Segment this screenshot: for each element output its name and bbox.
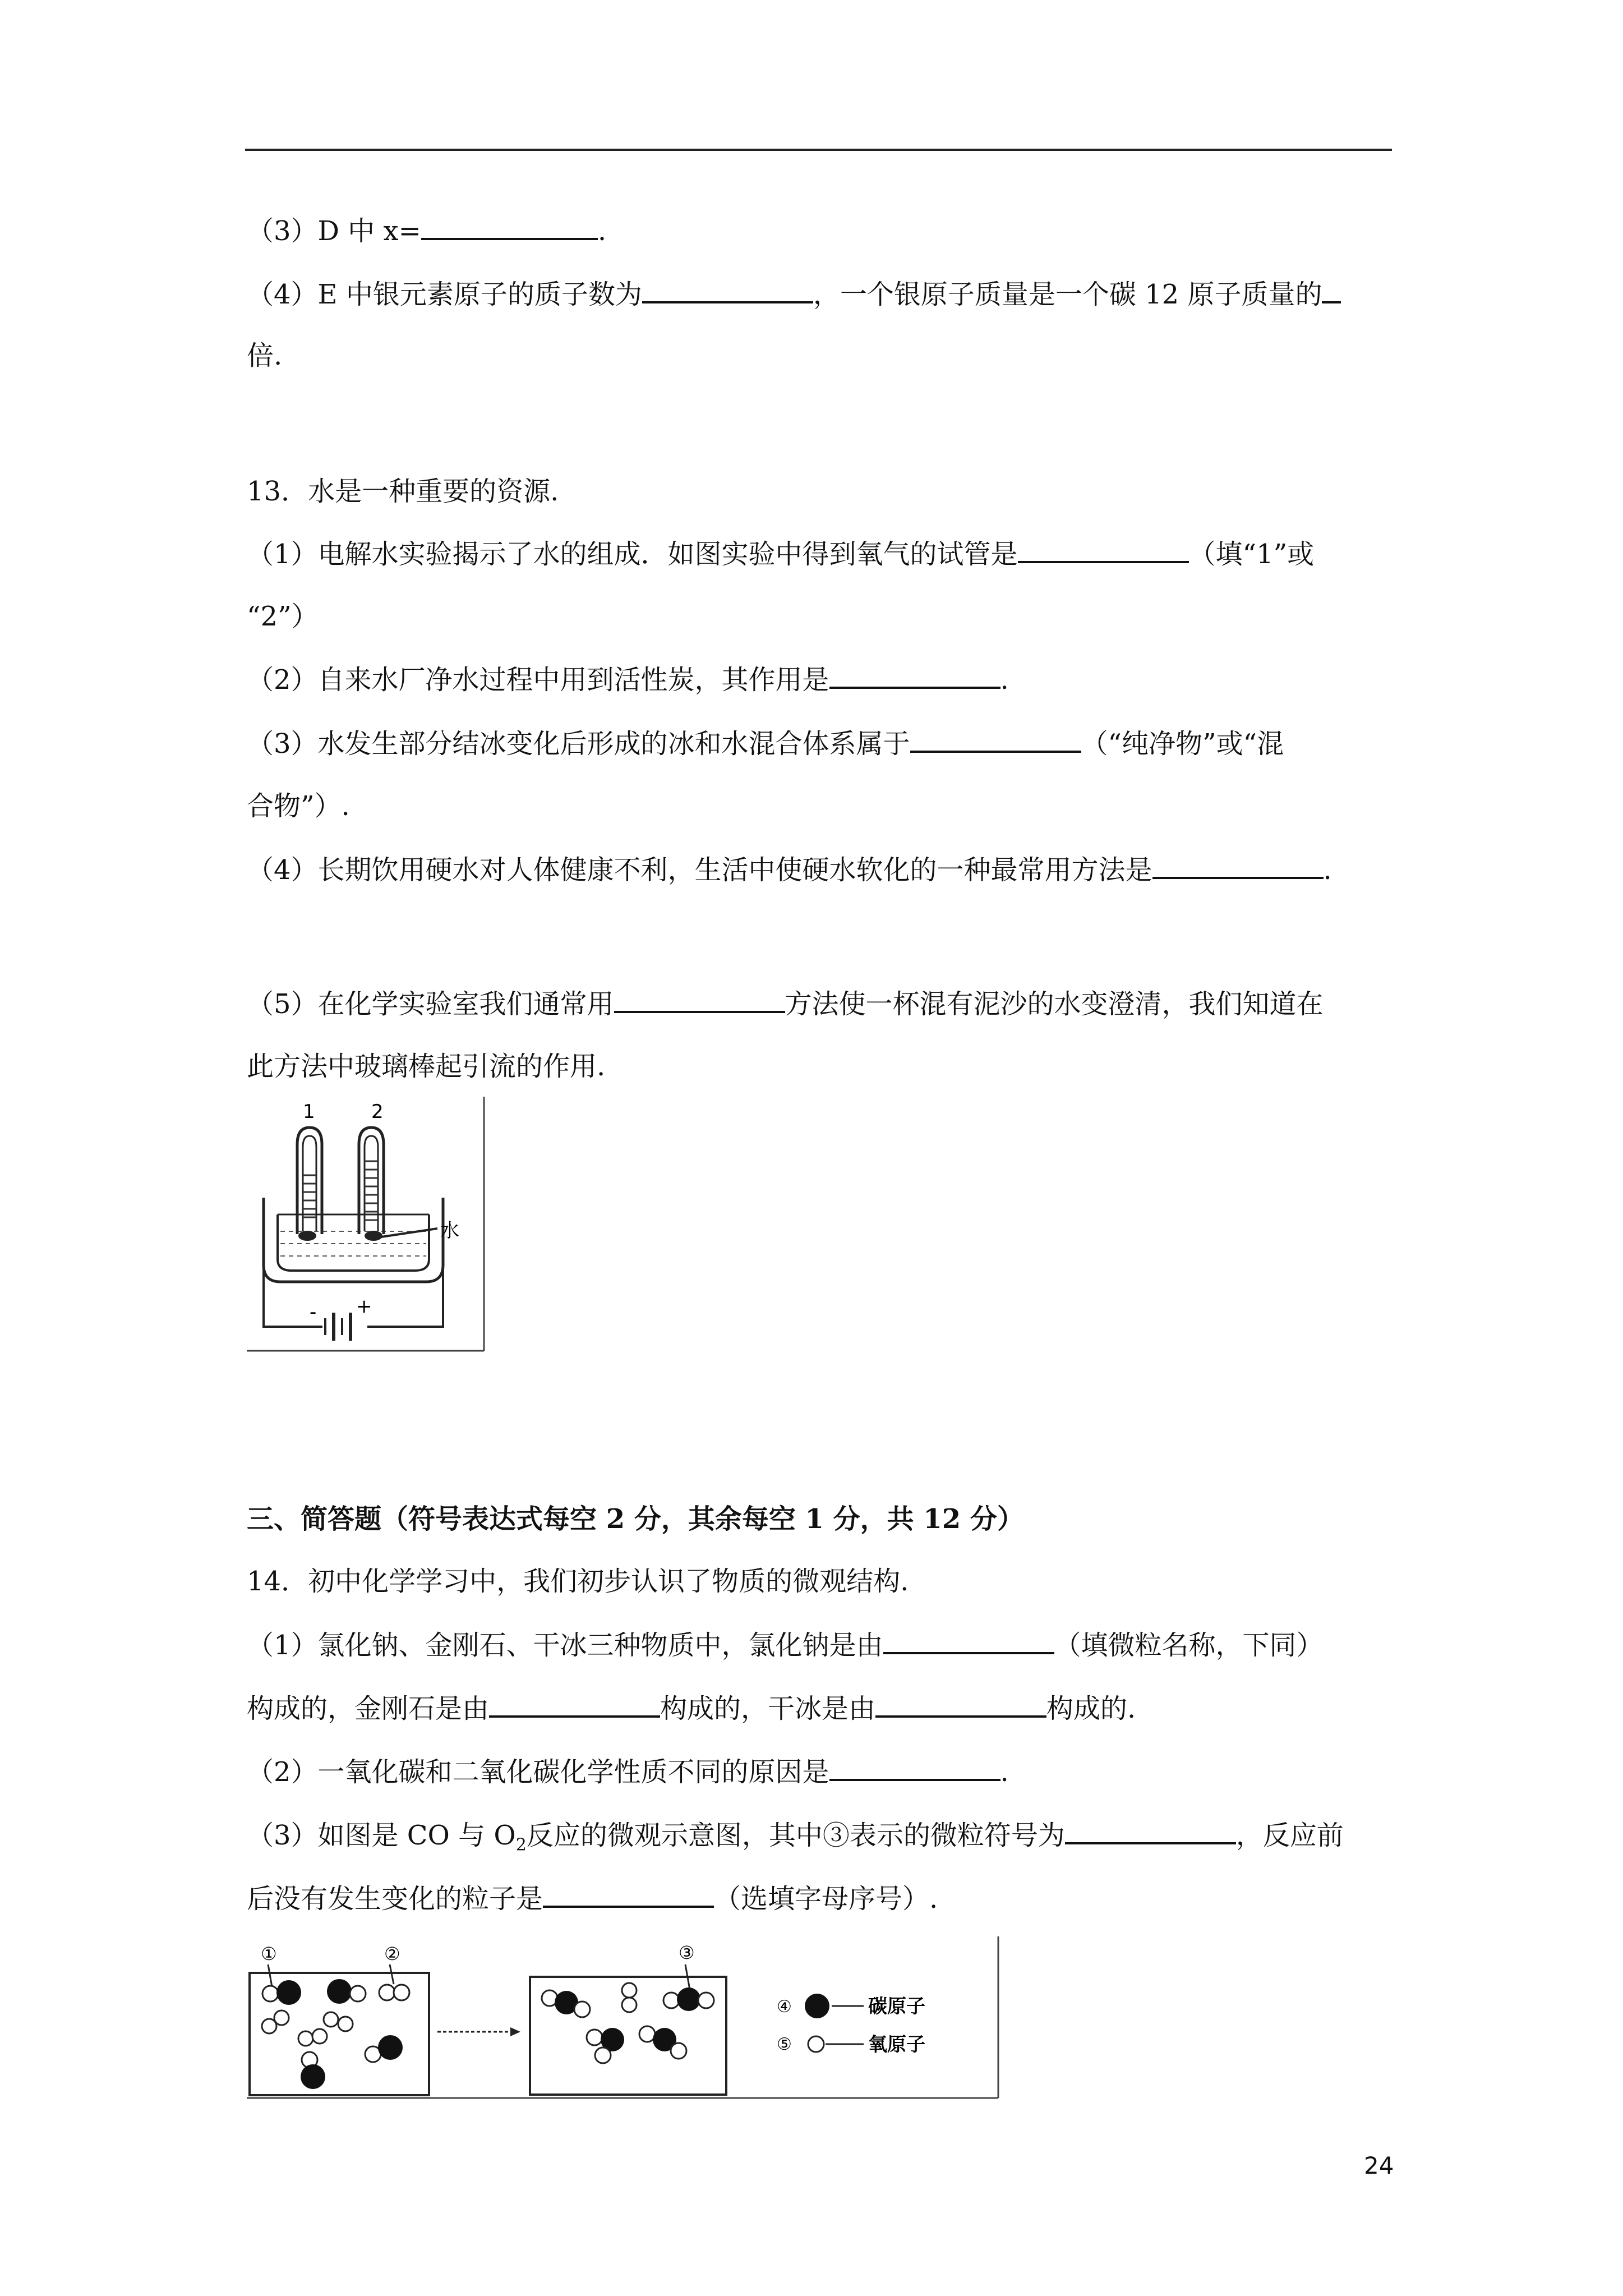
q12-part4: （4）E 中银元素原子的质子数为 ，一个银原子质量是一个碳 12 原子质量的 xyxy=(247,277,1341,311)
q13-part3: （3）水发生部分结冰变化后形成的冰和水混合体系属于 （“纯净物”或“混 xyxy=(247,726,1284,761)
o2-molecule xyxy=(324,2012,353,2031)
label-4: ④ xyxy=(777,1997,792,2017)
test-tube-2 xyxy=(359,1128,384,1234)
q13-part5: （5）在化学实验室我们通常用 方法使一杯混有泥沙的水变澄清，我们知道在 xyxy=(247,986,1324,1021)
oxygen-atom-legend-icon xyxy=(808,2036,824,2052)
tube2-label: 2 xyxy=(371,1101,384,1123)
answer-blank[interactable] xyxy=(1322,277,1341,303)
label-5: ⑤ xyxy=(777,2035,792,2054)
answer-blank[interactable] xyxy=(1018,536,1189,563)
answer-blank[interactable] xyxy=(614,986,785,1013)
legend xyxy=(777,1994,925,2056)
o2-molecule xyxy=(262,2010,289,2033)
q14-part3-line2: 后没有发生变化的粒子是 （选填字母序号）. xyxy=(247,1881,938,1916)
q13-part2: （2）自来水厂净水过程中用到活性炭，其作用是 . xyxy=(247,662,1009,697)
co-molecule xyxy=(327,1979,366,2004)
water-trough xyxy=(264,1198,443,1282)
after-reaction-box xyxy=(530,1942,726,2095)
co2-molecule xyxy=(663,1987,714,2011)
answer-blank[interactable] xyxy=(829,1754,1000,1781)
answer-blank[interactable] xyxy=(642,277,813,303)
answer-blank[interactable] xyxy=(1065,1818,1236,1844)
answer-blank[interactable] xyxy=(910,726,1081,753)
q13-part3-line2: 合物”）. xyxy=(247,790,350,822)
q14-part2: （2）一氧化碳和二氧化碳化学性质不同的原因是 . xyxy=(247,1754,1009,1789)
water-label: 水 xyxy=(440,1220,459,1242)
q13-part4: （4）长期饮用硬水对人体健康不利，生活中使硬水软化的一种最常用方法是 . xyxy=(247,852,1332,887)
q13-part5-line2: 此方法中玻璃棒起引流的作用. xyxy=(247,1051,606,1082)
q12-part3: （3）D 中 x= . xyxy=(247,213,606,248)
q13-part1: （1）电解水实验揭示了水的组成．如图实验中得到氧气的试管是 （填“1”或 xyxy=(247,536,1314,571)
q13-part1-line2: “2”） xyxy=(247,601,319,632)
o2-molecule xyxy=(622,1983,637,2012)
co2-molecule xyxy=(542,1990,590,2017)
electrode-1 xyxy=(298,1231,316,1241)
q14-part1: （1）氯化钠、金刚石、干冰三种物质中，氯化钠是由 （填微粒名称，下同） xyxy=(247,1627,1324,1662)
answer-blank[interactable] xyxy=(421,213,598,240)
carbon-atom-label: 碳原子 xyxy=(868,1995,925,2018)
answer-blank[interactable] xyxy=(829,662,1000,689)
reaction-microscopic-figure xyxy=(247,1936,1004,2105)
answer-blank[interactable] xyxy=(489,1691,660,1718)
q14-title: 14．初中化学学习中，我们初步认识了物质的微观结构. xyxy=(247,1566,909,1597)
electrode-2 xyxy=(365,1231,382,1241)
reaction-arrow xyxy=(437,2027,520,2036)
answer-blank[interactable] xyxy=(875,1691,1046,1718)
answer-blank[interactable] xyxy=(543,1881,714,1908)
co-molecule xyxy=(365,2035,403,2062)
o2-molecule xyxy=(379,1985,409,2000)
co2-molecule xyxy=(587,2028,624,2063)
q14-part3: （3）如图是 CO 与 $O_2$反应的微观示意图，其中③表示的微粒符号为 ，反应前 xyxy=(247,1818,1344,1862)
plus-sign: + xyxy=(356,1295,372,1318)
answer-blank[interactable] xyxy=(1152,852,1324,879)
o2-molecule xyxy=(298,2029,327,2046)
co-molecule xyxy=(301,2052,325,2089)
tube1-label: 1 xyxy=(303,1101,315,1123)
q14-part1-line2: 构成的，金刚石是由 构成的，干冰是由 构成的. xyxy=(247,1691,1136,1726)
co2-molecule xyxy=(639,2026,686,2059)
battery-circuit xyxy=(264,1265,443,1341)
header-rule xyxy=(245,149,1392,151)
minus-sign: - xyxy=(310,1301,317,1323)
test-tube-1 xyxy=(297,1128,322,1234)
before-reaction-box xyxy=(250,1943,429,2095)
page-number: 24 xyxy=(1364,2152,1394,2179)
answer-blank[interactable] xyxy=(883,1627,1054,1654)
oxygen-atom-label: 氧原子 xyxy=(868,2033,925,2056)
q13-title: 13．水是一种重要的资源. xyxy=(247,476,559,507)
label-3: ③ xyxy=(679,1942,695,1963)
section3-heading: 三、简答题（符号表达式每空 2 分，其余每空 1 分，共 12 分） xyxy=(247,1503,1024,1535)
q12-part4-line2: 倍. xyxy=(247,340,283,371)
electrolysis-figure xyxy=(247,1097,485,1352)
co-molecule xyxy=(262,1980,301,2005)
label-2: ② xyxy=(384,1943,400,1964)
label-1: ① xyxy=(261,1943,277,1964)
carbon-atom-legend-icon xyxy=(805,1994,829,2018)
